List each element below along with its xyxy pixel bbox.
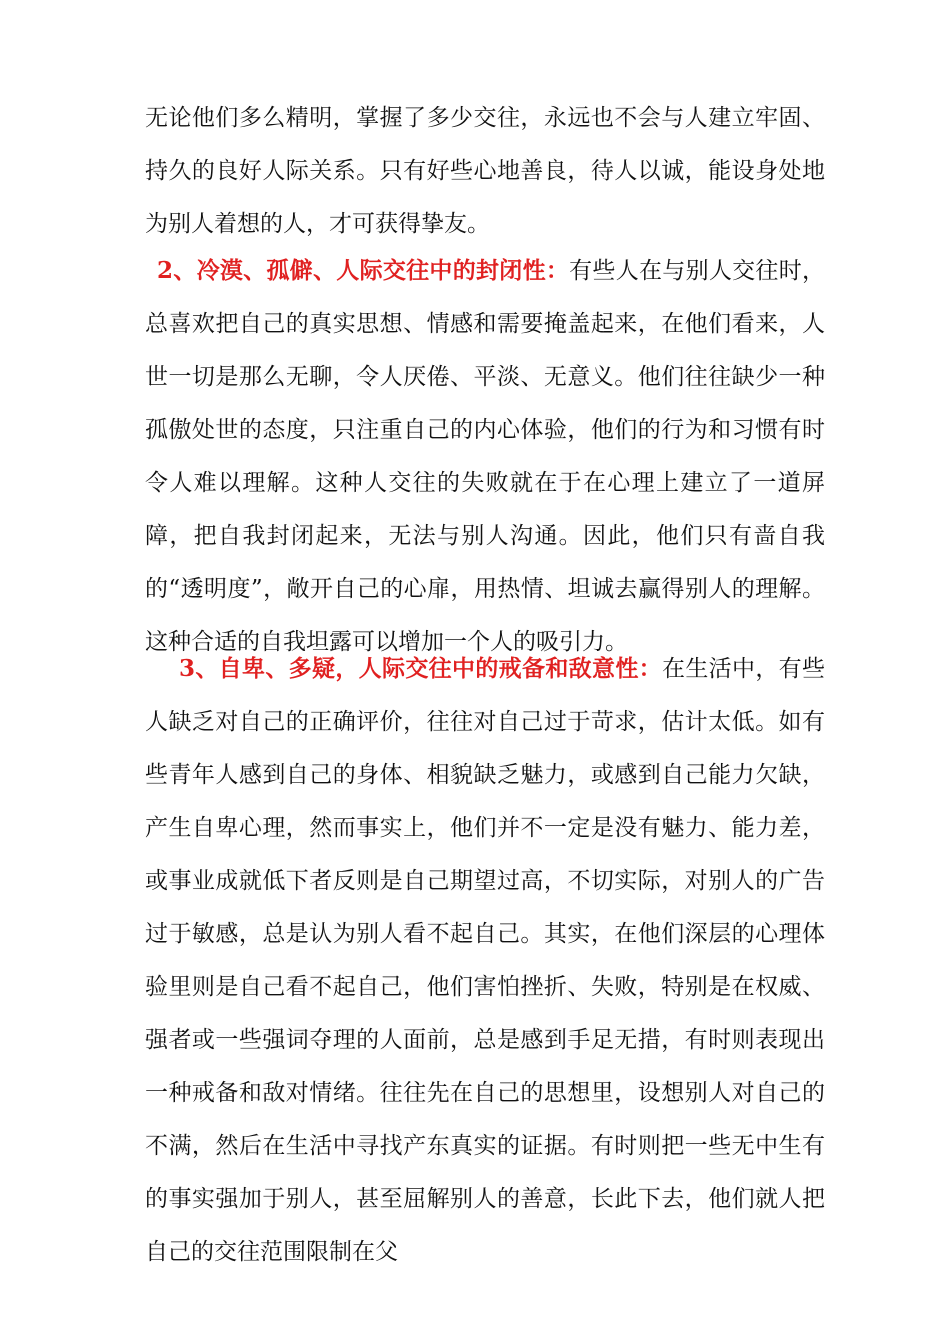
paragraph-2-heading: 2、冷漠、孤僻、人际交往中的封闭性： <box>157 257 570 284</box>
paragraph-3 <box>145 642 825 1279</box>
paragraph-1 <box>145 92 825 251</box>
paragraph-3-heading: 3、自卑、多疑，人际交往中的戒备和敌意性： <box>179 655 662 682</box>
paragraph-2 <box>145 244 825 669</box>
paragraph-2-body: 有些人在与别人交往时，总喜欢把自己的真实思想、情感和需要掩盖起来，在他们看来，人世一切是那么无聊，令人厌倦、平淡、无意义。他们往往缺少一种孤傲处世的态度，只注重自己的内心体验，他们的行为和习惯有时令人难以理解。这种人交往的失败就在于在心理上建立了一道屏障，把自我封闭起来，无法与别人沟通。因此，他们只有啬自我的“透明度”，敞开自己的心扉，用热情、坦诚去赢得别人的理解。这种合适的自我坦露可以增加一个人的吸引力。 <box>145 258 825 655</box>
paragraph-1-text: 无论他们多么精明，掌握了多少交往，永远也不会与人建立牢固、持久的良好人际关系。只有好些心地善良，待人以诚，能设身处地为别人着想的人，才可获得挚友。 <box>145 105 825 237</box>
paragraph-3-body: 在生活中，有些人缺乏对自己的正确评价，往往对自己过于苛求，估计太低。如有些青年人感到自己的身体、相貌缺乏魅力，或感到自己能力欠缺，产生自卑心理，然而事实上，他们并不一定是没有魅力、能力差，或事业成就低下者反则是自己期望过高，不切实际，对别人的广告过于敏感，总是认为别人看不起自己。其实，在他们深层的心理体验里则是自己看不起自己，他们害怕挫折、失败，特别是在权威、强者或一些强词夺理的人面前，总是感到手足无措，有时则表现出一种戒备和敌对情绪。往往先在自己的思想里，设想别人对自己的不满，然后在生活中寻找产东真实的证据。有时则把一些无中生有的事实强加于别人，甚至屈解别人的善意，长此下去，他们就人把自己的交往范围限制在父 <box>145 656 825 1265</box>
